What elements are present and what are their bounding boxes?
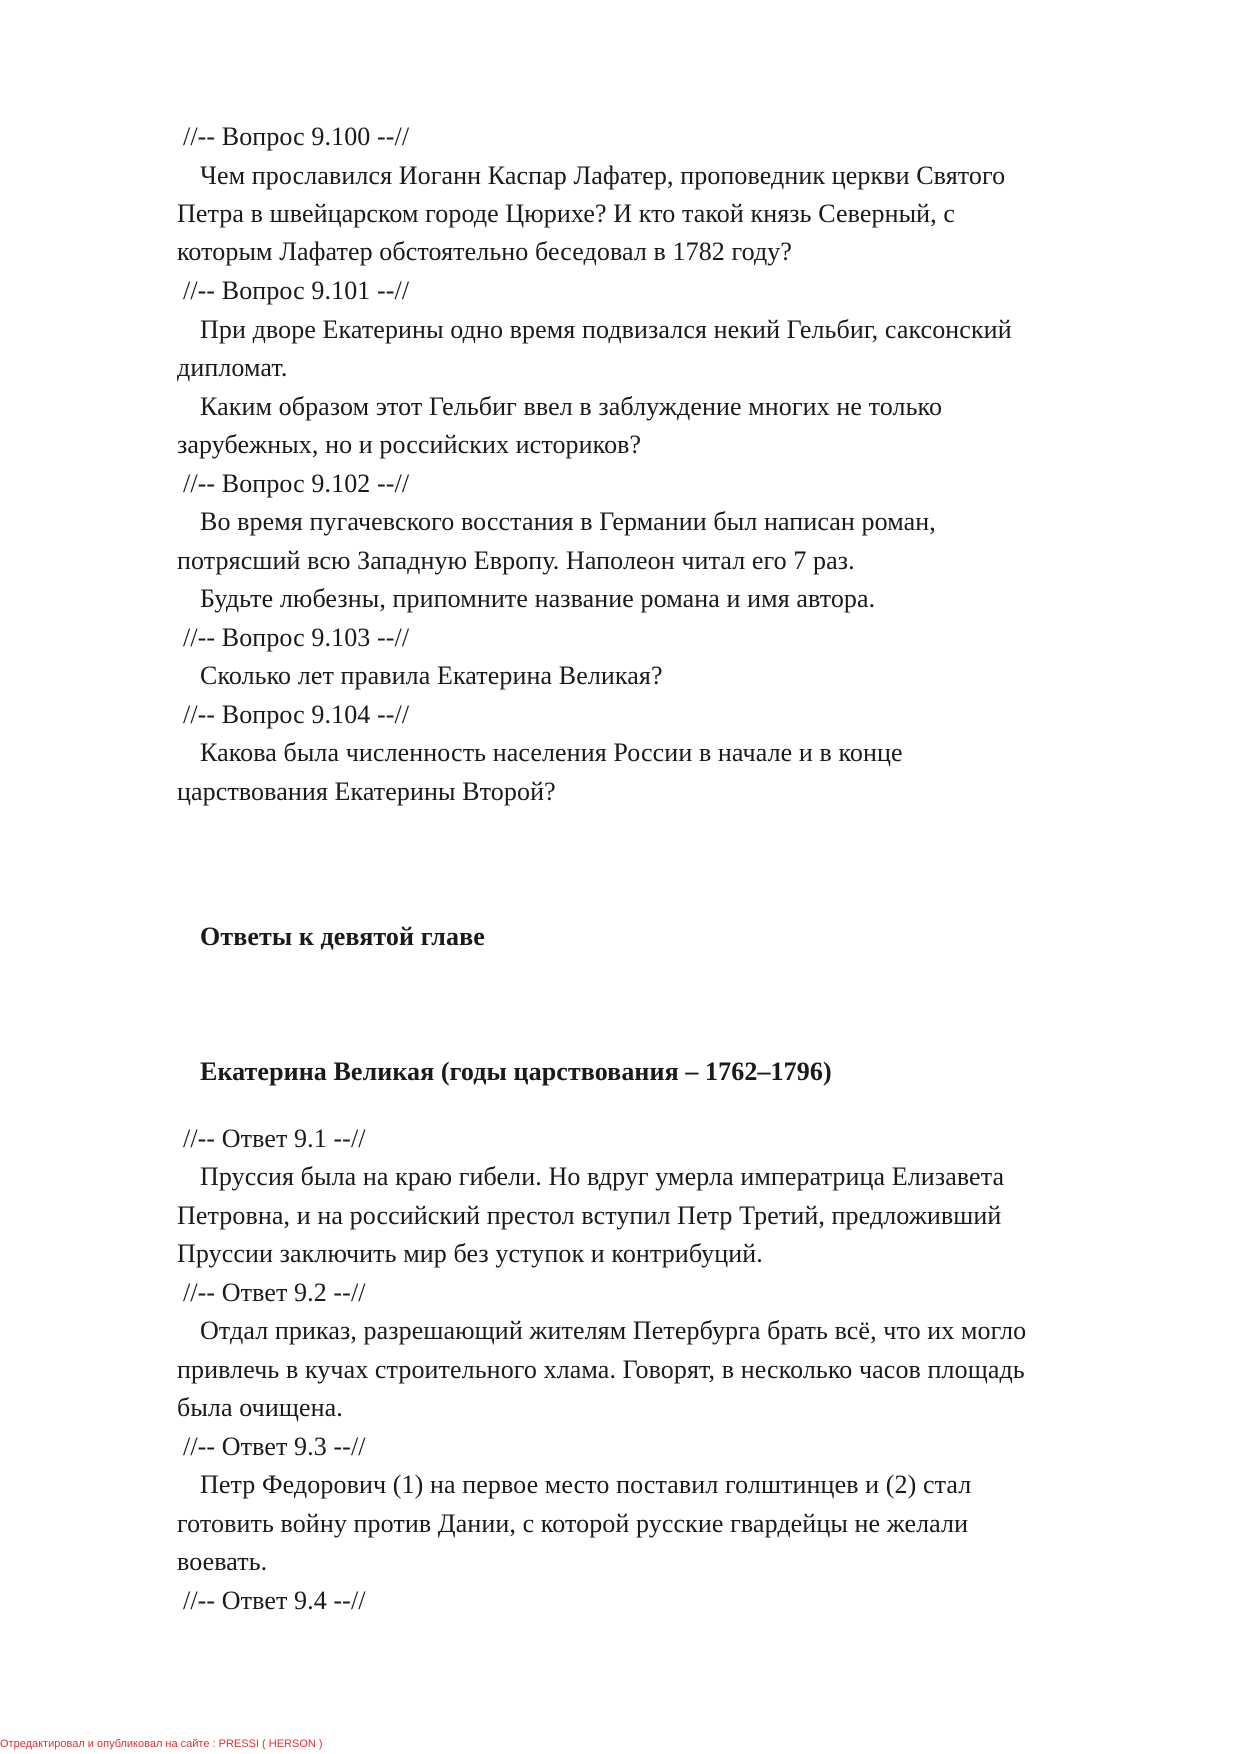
paragraph-line: воевать. [177, 1547, 268, 1576]
question-marker: //-- Вопрос 9.100 --// [183, 122, 410, 151]
paragraph-line: царствования Екатерины Второй? [177, 777, 556, 806]
paragraph-line: Во время пугачевского восстания в Германии был написан роман, [200, 507, 936, 536]
answer-marker: //-- Ответ 9.2 --// [183, 1278, 366, 1307]
paragraph-line: Пруссии заключить мир без уступок и контрибуций. [177, 1239, 763, 1268]
paragraph-line: Пруссия была на краю гибели. Но вдруг умерла императрица Елизавета [200, 1162, 1005, 1191]
paragraph-line: была очищена. [177, 1393, 343, 1422]
question-marker: //-- Вопрос 9.103 --// [183, 623, 410, 652]
chapter-heading: Екатерина Великая (годы царствования – 1762–1796) [200, 1057, 832, 1086]
publisher-watermark: Отредактировал и опубликовал на сайте : PRESSI ( HERSON ) [0, 1738, 323, 1750]
paragraph-line: Каким образом этот Гельбиг ввел в заблуждение многих не только [200, 392, 943, 421]
paragraph-line: При дворе Екатерины одно время подвизался некий Гельбиг, саксонский [200, 315, 1012, 344]
paragraph-line: Сколько лет правила Екатерина Великая? [200, 661, 663, 690]
paragraph-line: Чем прославился Иоганн Каспар Лафатер, проповедник церкви Святого [200, 161, 1006, 190]
answer-marker: //-- Ответ 9.1 --// [183, 1124, 366, 1153]
paragraph-line: Отдал приказ, разрешающий жителям Петербурга брать всё, что их могло [200, 1316, 1027, 1345]
paragraph-line: Петр Федорович (1) на первое место поставил голштинцев и (2) стал [200, 1470, 972, 1499]
paragraph-line: привлечь в кучах строительного хлама. Говорят, в несколько часов площадь [177, 1355, 1025, 1384]
paragraph-line: потрясший всю Западную Европу. Наполеон читал его 7 раз. [177, 546, 855, 575]
question-marker: //-- Вопрос 9.102 --// [183, 469, 410, 498]
paragraph-line: дипломат. [177, 353, 288, 382]
paragraph-line: которым Лафатер обстоятельно беседовал в 1782 году? [177, 237, 793, 266]
answer-marker: //-- Ответ 9.3 --// [183, 1432, 366, 1461]
question-marker: //-- Вопрос 9.104 --// [183, 700, 410, 729]
paragraph-line: Какова была численность населения России в начале и в конце [200, 738, 903, 767]
section-heading: Ответы к девятой главе [200, 922, 485, 951]
question-marker: //-- Вопрос 9.101 --// [183, 276, 410, 305]
paragraph-line: готовить войну против Дании, с которой русские гвардейцы не желали [177, 1509, 969, 1538]
answer-marker: //-- Ответ 9.4 --// [183, 1586, 366, 1615]
paragraph-line: зарубежных, но и российских историков? [177, 430, 642, 459]
paragraph-line: Будьте любезны, припомните название романа и имя автора. [200, 584, 876, 613]
paragraph-line: Петра в швейцарском городе Цюрихе? И кто такой князь Северный, с [177, 199, 956, 228]
paragraph-line: Петровна, и на российский престол вступил Петр Третий, предложивший [177, 1201, 1002, 1230]
